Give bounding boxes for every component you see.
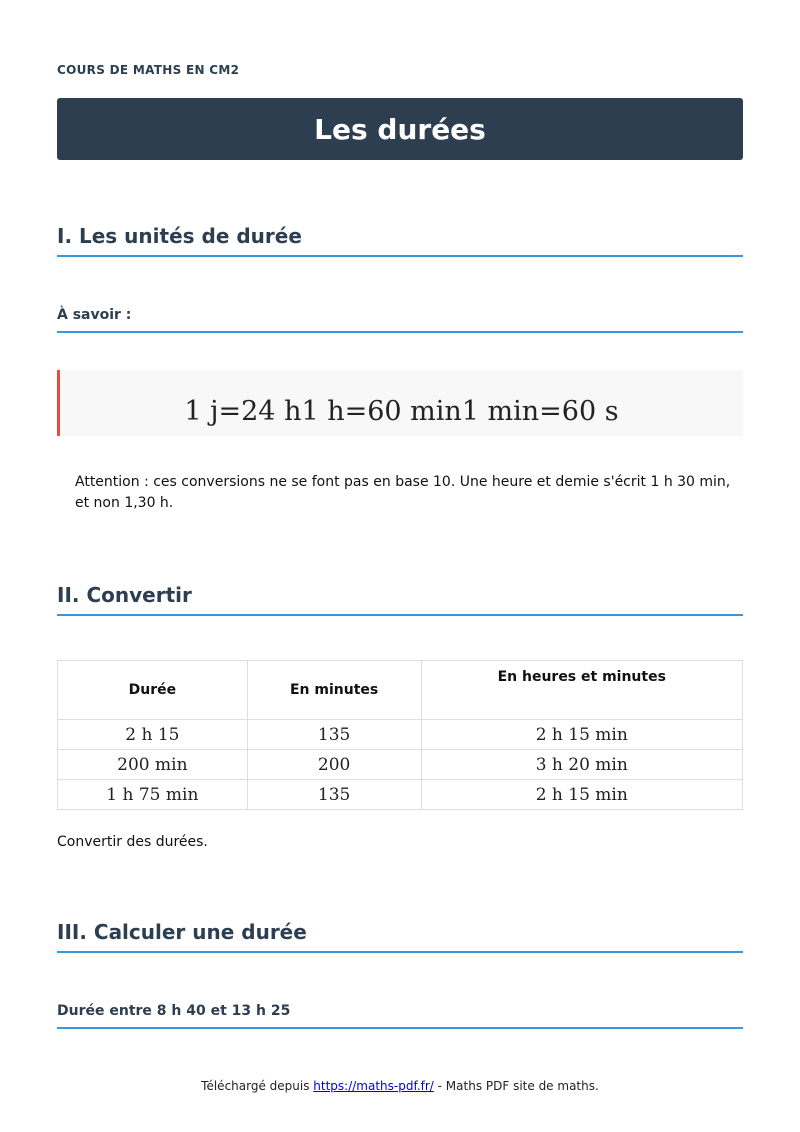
- warning-note: Attention : ces conversions ne se font pas en base 10. Une heure et demie s'écrit 1 h 30 min, et non 1,30 h.: [75, 474, 731, 511]
- subheading-duration-example: Durée entre 8 h 40 et 13 h 25: [57, 1003, 743, 1029]
- footer-suffix: - Maths PDF site de maths.: [433, 1079, 599, 1093]
- title-banner: [57, 98, 743, 160]
- footer-site-link[interactable]: https://maths-pdf.fr/: [313, 1079, 434, 1093]
- table-row: [58, 720, 743, 750]
- table-cell: 2 h 15: [58, 720, 248, 750]
- table-caption: Convertir des durées.: [57, 834, 208, 850]
- column-header: En heures et minutes: [421, 661, 743, 720]
- table-cell: 135: [247, 780, 421, 810]
- table-header-row: [58, 661, 743, 720]
- subheading-a-savoir: À savoir :: [57, 307, 743, 333]
- table-cell: 135: [247, 720, 421, 750]
- column-header: Durée: [58, 661, 248, 720]
- conversion-formula: 1 j=24 h1 h=60 min1 min=60 s: [184, 395, 619, 427]
- course-kicker: COURS DE MATHS EN CM2: [57, 63, 240, 77]
- page-footer: [0, 1079, 800, 1093]
- footer-prefix: Téléchargé depuis: [201, 1079, 314, 1093]
- table-cell: 200 min: [58, 750, 248, 780]
- section-heading-units: I. Les unités de durée: [57, 224, 743, 257]
- section-heading-calculate: III. Calculer une durée: [57, 920, 743, 953]
- formula-box: [57, 370, 743, 436]
- page-title: Les durées: [314, 112, 486, 146]
- section-heading-convert: II. Convertir: [57, 583, 743, 616]
- conversion-table: [57, 660, 743, 810]
- column-header: En minutes: [247, 661, 421, 720]
- table-cell: 3 h 20 min: [421, 750, 743, 780]
- table-row: [58, 750, 743, 780]
- table-cell: 1 h 75 min: [58, 780, 248, 810]
- table-cell: 200: [247, 750, 421, 780]
- table-row: [58, 780, 743, 810]
- table-cell: 2 h 15 min: [421, 720, 743, 750]
- table-cell: 2 h 15 min: [421, 780, 743, 810]
